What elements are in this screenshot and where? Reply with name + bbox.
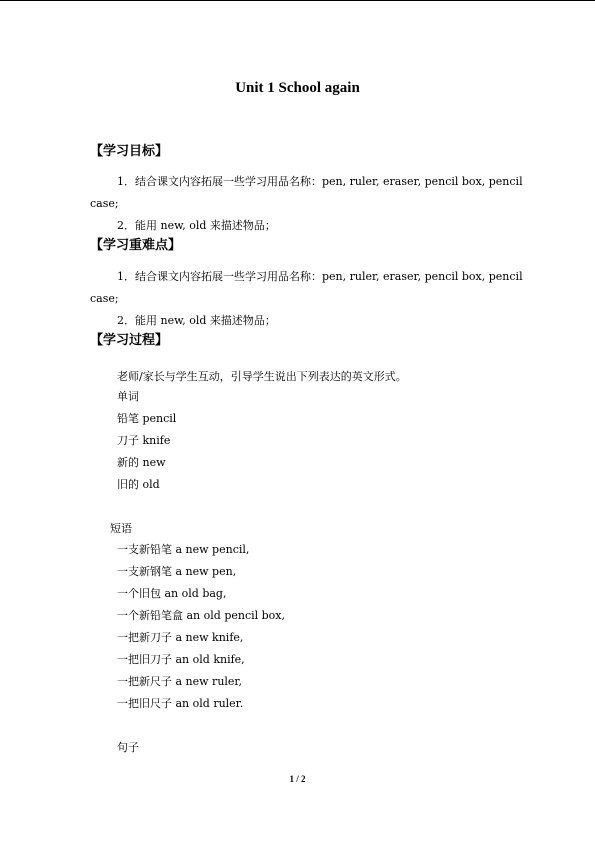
section-heading-goals: 【学习目标】 <box>90 144 169 159</box>
document-title: Unit 1 School again <box>235 80 360 96</box>
key-points-item-2: 2．能用 new, old 来描述物品； <box>117 314 276 327</box>
words-label: 单词 <box>117 390 139 403</box>
phrase-item: 一个旧包 an old bag, <box>117 587 227 600</box>
section-heading-key-points: 【学习重难点】 <box>90 238 182 253</box>
goals-item-1-continued: case; <box>90 197 119 210</box>
key-points-item-1: 1．结合课文内容拓展一些学习用品名称：pen, ruler, eraser, pencil box, pencil <box>117 270 523 283</box>
phrase-item: 一支新铅笔 a new pencil, <box>117 543 250 556</box>
word-item: 铅笔 pencil <box>117 412 177 425</box>
phrase-item: 一把旧刀子 an old knife, <box>117 653 245 666</box>
page-number: 1 / 2 <box>289 774 306 784</box>
phrase-item: 一把旧尺子 an old ruler. <box>117 697 244 710</box>
phrase-item: 一把新尺子 a new ruler, <box>117 675 242 688</box>
section-heading-process: 【学习过程】 <box>90 333 169 348</box>
goals-item-2: 2．能用 new, old 来描述物品； <box>117 219 276 232</box>
key-points-item-1-continued: case; <box>90 292 119 305</box>
process-intro: 老师/家长与学生互动，引导学生说出下列表达的英文形式。 <box>117 370 407 383</box>
phrase-item: 一支新钢笔 a new pen, <box>117 565 237 578</box>
phrases-label: 短语 <box>110 522 132 535</box>
goals-item-1: 1．结合课文内容拓展一些学习用品名称：pen, ruler, eraser, pencil box, pencil <box>117 175 523 188</box>
word-item: 旧的 old <box>117 478 160 491</box>
word-item: 刀子 knife <box>117 434 171 447</box>
word-item: 新的 new <box>117 456 166 469</box>
sentences-label: 句子 <box>117 741 139 754</box>
phrase-item: 一把新刀子 a new knife, <box>117 631 244 644</box>
phrase-item: 一个新铅笔盒 an old pencil box, <box>117 609 286 622</box>
